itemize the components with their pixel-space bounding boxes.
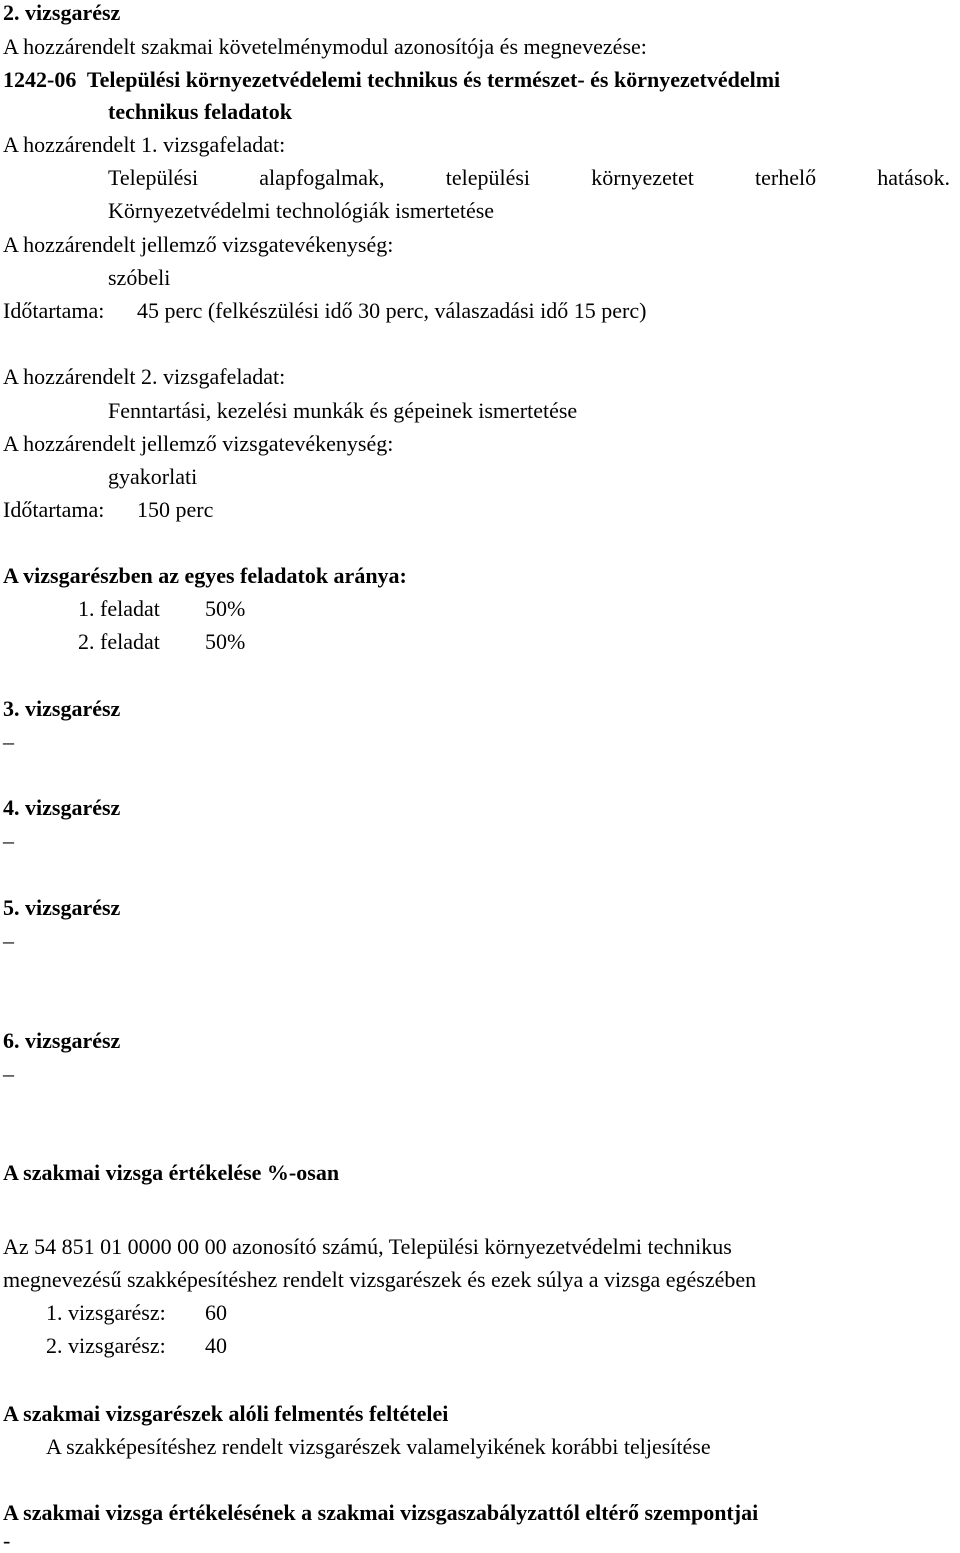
different-criteria-heading: A szakmai vizsga értékelésének a szakmai vizsgaszabályzattól eltérő szempontjai (3, 1500, 759, 1525)
task1-word: Települési (108, 165, 199, 190)
evaluation-item2-label: 2. vizsgarész: (46, 1333, 166, 1358)
ratio2-value: 50% (205, 629, 246, 654)
task2-activity-label: A hozzárendelt jellemző vizsgatevékenység: (3, 431, 394, 456)
evaluation-item1-value: 60 (205, 1300, 227, 1325)
task1-word: települési (445, 165, 531, 190)
module-label: A hozzárendelt szakmai követelménymodul azonosítója és megnevezése: (3, 34, 647, 59)
part6-value: – (3, 1061, 14, 1086)
part4-heading: 4. vizsgarész (3, 795, 121, 820)
evaluation-item2-value: 40 (205, 1333, 227, 1358)
task2-label: A hozzárendelt 2. vizsgafeladat: (3, 364, 286, 389)
ratio2-label: 2. feladat (78, 629, 160, 654)
ratio1-value: 50% (205, 596, 246, 621)
part6-heading: 6. vizsgarész (3, 1028, 121, 1053)
exemption-text: A szakképesítéshez rendelt vizsgarészek valamelyikének korábbi teljesítése (46, 1434, 711, 1459)
task2-text: Fenntartási, kezelési munkák és gépeinek ismertetése (108, 398, 578, 423)
different-criteria-value: - (3, 1528, 11, 1553)
exemption-heading: A szakmai vizsgarészek alóli felmentés feltételei (3, 1401, 449, 1426)
task1-word: terhelő (755, 165, 817, 190)
evaluation-heading: A szakmai vizsga értékelése %-osan (3, 1160, 340, 1185)
ratio-heading: A vizsgarészben az egyes feladatok aránya: (3, 563, 407, 588)
task1-text-line2: Környezetvédelmi technológiák ismertetése (108, 198, 495, 223)
task2-activity: gyakorlati (108, 464, 198, 489)
task1-label: A hozzárendelt 1. vizsgafeladat: (3, 132, 286, 157)
evaluation-text-line1: Az 54 851 01 0000 00 00 azonosító számú, Települési környezetvédelmi technikus (3, 1234, 732, 1259)
task1-duration: 45 perc (felkészülési idő 30 perc, válaszadási idő 15 perc) (137, 298, 647, 323)
task1-word: környezetet (591, 165, 694, 190)
task2-duration: 150 perc (137, 497, 214, 522)
module-title-line2: technikus feladatok (108, 99, 292, 124)
part4-value: – (3, 828, 14, 853)
part2-heading: 2. vizsgarész (3, 0, 121, 25)
part3-value: – (3, 729, 14, 754)
part3-heading: 3. vizsgarész (3, 696, 121, 721)
part5-heading: 5. vizsgarész (3, 895, 121, 920)
task2-duration-label: Időtartama: (3, 497, 105, 522)
task1-duration-label: Időtartama: (3, 298, 105, 323)
task1-activity-label: A hozzárendelt jellemző vizsgatevékenység: (3, 232, 394, 257)
part5-value: – (3, 928, 14, 953)
module-title-line1: 1242-06 Települési környezetvédelemi technikus és természet- és környezetvédelmi (3, 67, 781, 92)
task1-word: hatások. (877, 165, 950, 190)
task1-activity: szóbeli (108, 265, 171, 290)
task1-text-line1 (108, 167, 950, 189)
ratio1-label: 1. feladat (78, 596, 160, 621)
task1-word: alapfogalmak, (259, 165, 385, 190)
evaluation-text-line2: megnevezésű szakképesítéshez rendelt vizsgarészek és ezek súlya a vizsga egészében (3, 1267, 757, 1292)
evaluation-item1-label: 1. vizsgarész: (46, 1300, 166, 1325)
